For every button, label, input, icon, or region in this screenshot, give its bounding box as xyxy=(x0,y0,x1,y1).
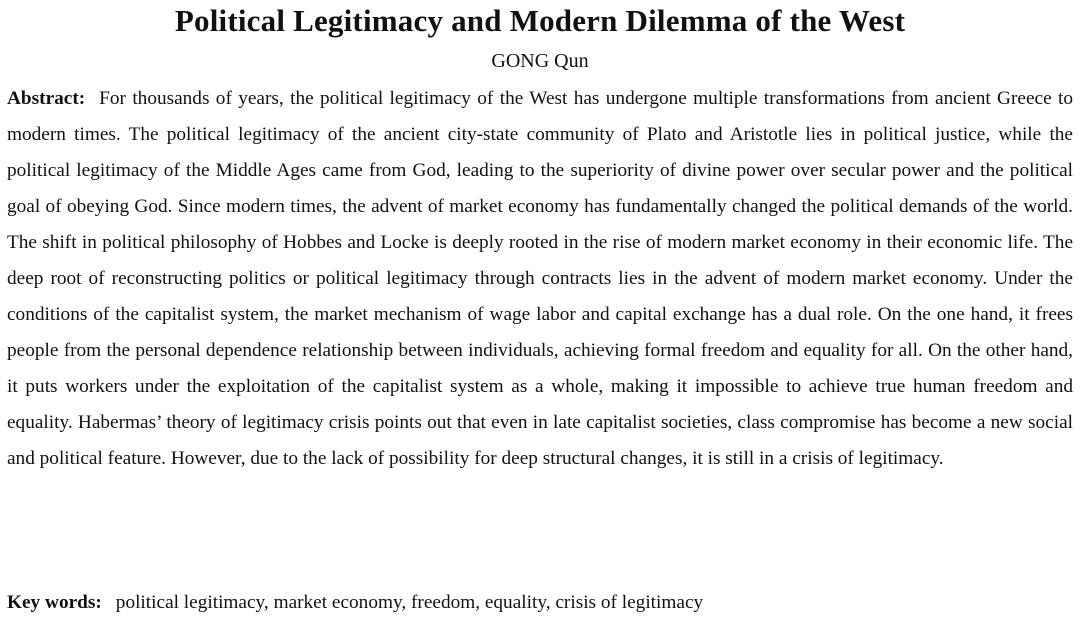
keywords-line xyxy=(7,586,1073,620)
keywords-text: political legitimacy, market economy, freedom, equality, crisis of legitimacy xyxy=(115,592,704,613)
abstract-paragraph xyxy=(7,81,1073,477)
paper-author: GONG Qun xyxy=(491,50,589,72)
keywords-label: Key words: xyxy=(7,592,102,613)
paper-title: Political Legitimacy and Modern Dilemma of the West xyxy=(174,3,906,38)
abstract-text: For thousands of years, the political legitimacy of the West has undergone multiple transformations from ancient Greece to modern times. The political legitimacy of the ancient city-state community of Plato and Aristotle lies in political justice, while the political legitimacy of the Middle Ages came from God, leading to the superiority of divine power over secular power and the political goal of obeying God. Since modern times, the advent of market economy has fundamentally changed the political demands of the world. The shift in political philosophy of Hobbes and Locke is deeply rooted in the rise of modern market economy in their economic life. The deep root of reconstructing politics or political legitimacy through contracts lies in the advent of modern market economy. Under the conditions of the capitalist system, the market mechanism of wage labor and capital exchange has a dual role. On the one hand, it frees people from the personal dependence relationship between individuals, achieving formal freedom and equality for all. On the other hand, it puts workers under the exploitation of the capitalist system as a whole, making it impossible to achieve true human freedom and equality. Habermas’ theory of legitimacy crisis points out that even in late capitalist societies, class compromise has become a new social and political feature. However, due to the lack of possibility for deep structural changes, it is still in a crisis of legitimacy. xyxy=(7,88,1073,469)
abstract-label: Abstract: xyxy=(7,88,86,109)
